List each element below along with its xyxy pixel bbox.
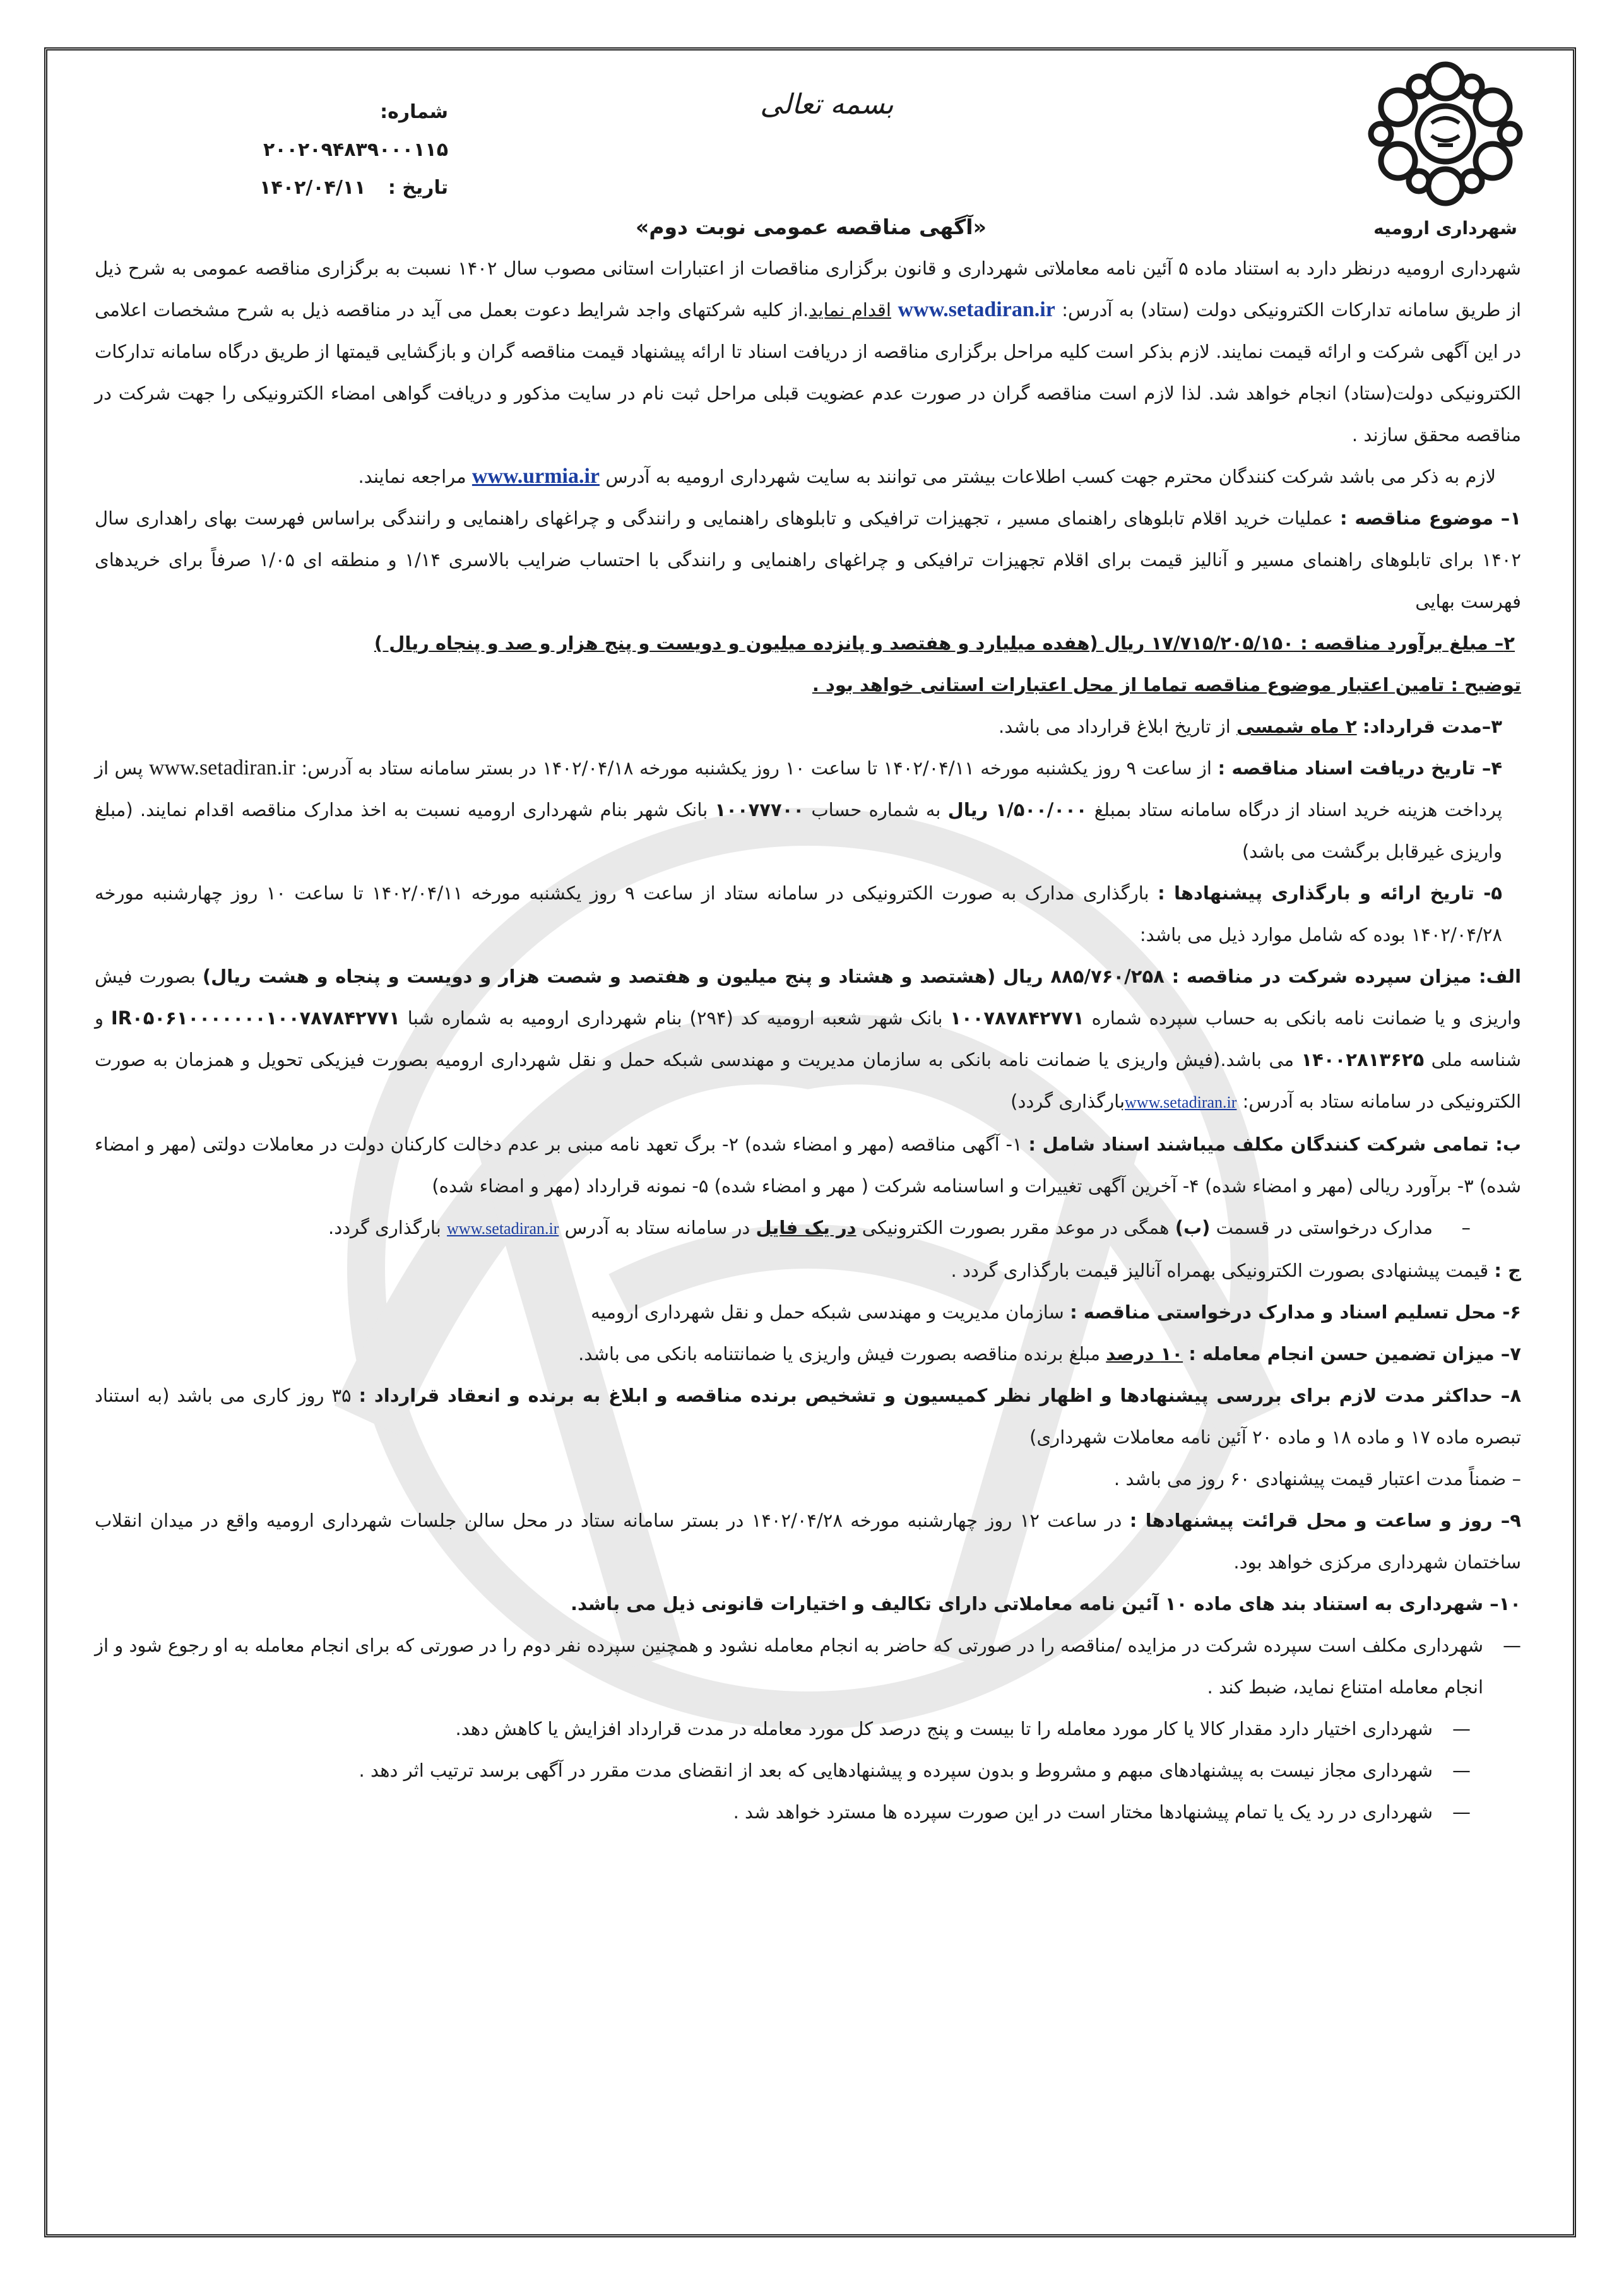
be-text: ۱- آگهی مناقصه (مهر و امضاء شده) ۲- برگ تعهد نامه مبنی بر عدم دخالت کارکنان دولت در معاملات دولتی (مهر و امضاء شده) ۳- برآورد ریالی (مهر و امضاء شده) ۴- آخرین آگهی تغییرات و اساسنامه شرکت ( مهر و امضاء شده) ۵- نمونه قرارداد (مهر و امضاء شده) — [95, 1134, 1521, 1197]
alef-text-3: و شناسه ملی — [95, 1007, 1521, 1070]
section-10 — [95, 1583, 1521, 1625]
info-paragraph — [95, 456, 1521, 497]
section-9-label: ۹– روز و ساعت و محل قرائت پیشنهادها : — [1129, 1510, 1521, 1531]
section-9-text: در ساعت ۱۲ روز چهارشنبه مورخه ۱۴۰۲/۰۴/۲۸ در بستر سامانه ستاد در محل سالن جلسات شهرداری ارومیه واقع در میدان انقلاب ساختمان شهرداری مرکزی خواهد بود. — [95, 1510, 1521, 1573]
jim-label: ج : — [1494, 1260, 1521, 1281]
section-5-alef — [95, 956, 1521, 1123]
guarantee-percent: ۱۰ درصد — [1106, 1343, 1183, 1365]
date-label: تاریخ : — [388, 177, 448, 199]
urmia-link[interactable]: www.urmia.ir — [471, 465, 600, 488]
national-id: ۱۴۰۰۲۸۱۳۶۲۵ — [1301, 1049, 1425, 1070]
number-row — [183, 93, 448, 169]
section-5 — [95, 872, 1521, 956]
dash-marker: — — [1452, 1718, 1471, 1739]
be-sub-b: (ب) — [1175, 1217, 1211, 1238]
single-file-note: در یک فایل — [756, 1217, 856, 1238]
section-3 — [95, 706, 1521, 747]
deposit-amount: الف: میزان سپرده شرکت در مناقصه : ۸۸۵/۷۶۰/۲۵۸ ریال (هشتصد و هشتاد و پنج میلیون و هفتصد و شصت هزار و دویست و پنجاه و هشت ریال) — [202, 966, 1522, 987]
number-label: شماره: — [380, 101, 448, 123]
alef-text-2: بانک شهر شعبه ارومیه کد (۲۹۴) بنام شهرداری ارومیه به شماره شبا — [407, 1007, 943, 1029]
section-4-text-2: پس از پرداخت هزینه خرید اسناد از درگاه سامانه ستاد بمبلغ — [95, 757, 1503, 820]
section-4-text-4: بانک شهر بنام شهرداری ارومیه نسبت به اخذ مدارک مناقصه اقدام نمایند. (مبلغ واریزی غیرقابل برگشت می باشد) — [95, 799, 1502, 862]
reference-box — [183, 93, 448, 207]
org-name: شهرداری ارومیه — [1373, 218, 1517, 239]
intro-text-2: اقدام نماید — [809, 299, 891, 321]
sheba-number: IR۰۵۰۶۱۰۰۰۰۰۰۰۱۰۰۷۸۷۸۴۲۷۷۱ — [110, 1007, 400, 1029]
section-1 — [95, 497, 1521, 622]
section-1-label: ۱– موضوع مناقصه : — [1339, 507, 1522, 529]
section-4-text-3: به شماره حساب — [811, 799, 941, 820]
number-value: ۲۰۰۲۰۹۴۸۳۹۰۰۰۱۱۵ — [263, 139, 448, 161]
section-7 — [95, 1333, 1521, 1375]
alef-text-5: بارگذاری گردد) — [1011, 1091, 1125, 1112]
section-8-text: ۳۵ روز کاری می باشد (به استناد تبصره ماده ۱۷ و ماده ۱۸ و ماده ۲۰ آئین نامه معاملات شهرداری) — [95, 1385, 1521, 1448]
list-item — [95, 1750, 1521, 1791]
be-label: ب: تمامی شرکت کنندگان مکلف میباشند اسناد شامل : — [1028, 1134, 1521, 1155]
validity-note: – ضمناً مدت اعتبار قیمت پیشنهادی ۶۰ روز می باشد . — [1113, 1468, 1521, 1489]
intro-text-3: .از کلیه شرکتهای واجد شرایط دعوت بعمل می آید در مناقصه ذیل به شرح مشخصات اعلامی در این آگهی شرکت و ارائه قیمت نمایند. لازم بذکر است کلیه مراحل برگزاری مناقصه از دریافت اسناد تا ارائه پیشنهاد قیمت مناقصه گران و بازگشایی قیمتها از طریق درگاه سامانه تدارکات الکترونیکی دولت(ستاد) انجام خواهد شد. لذا لازم است مناقصه گران در صورت عدم عضویت قبلی مراحل ثبت نام در سایت مذکور و دریافت گواهی امضاء الکترونیکی را جهت شرکت در مناقصه محقق سازند . — [95, 299, 1521, 446]
section-6-text: سازمان مدیریت و مهندسی شبکه حمل و نقل شهرداری ارومیه — [591, 1301, 1064, 1323]
section-10-label: ۱۰– شهرداری به استناد بند های ماده ۱۰ آئین نامه معاملاتی دارای تکالیف و اختیارات قانونی ذیل می باشد. — [571, 1593, 1521, 1614]
setadiran-link[interactable]: www.setadiran.ir — [898, 298, 1055, 321]
section-3-text: از تاریخ ابلاغ قرارداد می باشد. — [999, 716, 1231, 737]
page-title: «آگهی مناقصه عمومی نوبت دوم» — [636, 215, 987, 239]
list-item — [95, 1625, 1521, 1708]
section-8-label: ۸– حداکثر مدت لازم برای بررسی پیشنهادها و اظهار نظر کمیسیون و تشخیص برنده مناقصه و ابلاغ به برنده و انعقاد قرارداد : — [359, 1385, 1522, 1406]
contract-duration: ۲ ماه شمسی — [1236, 716, 1357, 737]
deposit-account: ۱۰۰۷۸۷۸۴۲۷۷۱ — [950, 1007, 1084, 1029]
setadiran-link-4[interactable]: www.setadiran.ir — [447, 1219, 559, 1238]
section-6 — [95, 1291, 1521, 1333]
date-row — [183, 169, 448, 207]
section-5-be — [95, 1123, 1521, 1207]
funding-note: توضیح : تامین اعتبار موضوع مناقصه تماما از محل اعتبارات استانی خواهد بود . — [812, 674, 1521, 696]
dash-marker: — — [1452, 1760, 1471, 1781]
municipality-logo-icon — [1363, 60, 1527, 208]
section-5-jim — [95, 1250, 1521, 1291]
info-text-1: لازم به ذکر می باشد شرکت کنندگان محترم جهت کسب اطلاعات بیشتر می توانند به سایت شهرداری ارومیه به آدرس — [605, 466, 1496, 487]
section-8 — [95, 1375, 1521, 1458]
section-7-text: مبلغ برنده مناقصه بصورت فیش واریزی یا ضمانتنامه بانکی می باشد. — [578, 1343, 1100, 1365]
besmellah: بسمه تعالی — [760, 88, 894, 121]
alef-text-4: می باشد.(فیش واریزی یا ضمانت نامه بانکی به سازمان مدیریت و مهندسی شبکه حمل و نقل شهرداری ارومیه بصورت فیزیکی تحویل و همزمان به صورت الکترونیکی در سامانه ستاد به آدرس: — [95, 1049, 1521, 1112]
setadiran-link-3[interactable]: www.setadiran.ir — [1125, 1093, 1237, 1111]
setadiran-link-2[interactable]: www.setadiran.ir — [149, 756, 295, 779]
section-2-note — [95, 664, 1521, 706]
section-6-label: ۶- محل تسلیم اسناد و مدارک درخواستی مناقصه : — [1070, 1301, 1521, 1323]
section-2-estimate: ۲– مبلغ برآورد مناقصه : ۱۷/۷۱۵/۲۰۵/۱۵۰ ریال (هفده میلیارد و هفتصد و پانزده میلیون و دویست و پنج هزار و صد و پنجاه ریال ) — [374, 632, 1515, 654]
be-sub-text-3: در سامانه ستاد به آدرس — [564, 1217, 750, 1238]
section-5-text: بارگذاری مدارک به صورت الکترونیکی در سامانه ستاد از ساعت ۹ روز یکشنبه مورخه ۱۴۰۲/۰۴/۱۱ تا ساعت ۱۰ روز چهارشنبه مورخه ۱۴۰۲/۰۴/۲۸ بوده که شامل موارد ذیل می باشد: — [95, 882, 1502, 945]
jim-text: قیمت پیشنهادی بصورت الکترونیکی بهمراه آنالیز قیمت بارگذاری گردد . — [951, 1260, 1489, 1281]
intro-paragraph — [95, 247, 1521, 456]
intro-text-1: شهرداری ارومیه درنظر دارد به استناد ماده ۵ آئین نامه معاملاتی شهرداری و قانون برگزاری مناقصات از اعتبارات استانی مصوب سال ۱۴۰۲ نسبت به برگزاری مناقصه عمومی به شرح ذیل از طریق سامانه تدارکات الکترونیکی دولت (ستاد) به آدرس: — [95, 258, 1522, 321]
section-5-label: ۵- تاریخ ارائه و بارگذاری پیشنهادها : — [1158, 882, 1502, 904]
info-text-2: مراجعه نمایند. — [358, 466, 466, 487]
dash-marker: — — [1503, 1635, 1521, 1656]
section-3-label: ۳–مدت قرارداد: — [1362, 716, 1502, 737]
obligation-1: شهرداری مکلف است سپرده شرکت در مزایده /مناقصه را در صورتی که حاضر به انجام معامله نشود و همچنین سپرده نفر دوم را در صورتی که برای انجام معامله به او رجوع شود و از انجام معامله امتناع نماید، ضبط کند . — [95, 1635, 1483, 1698]
document-fee: ۱/۵۰۰/۰۰۰ ریال — [947, 799, 1088, 820]
section-7-label: ۷– میزان تضمین حسن انجام معامله : — [1188, 1343, 1521, 1365]
obligation-3: شهرداری مجاز نیست به پیشنهادهای مبهم و مشروط و بدون سپرده و پیشنهادهایی که بعد از انقضای مدت مقرر در آگهی برسد ترتیب اثر دهد . — [359, 1760, 1433, 1781]
obligation-4: شهرداری در رد یک یا تمام پیشنهادها مختار است در این صورت سپرده ها مسترد خواهد شد . — [733, 1801, 1433, 1823]
document-body — [95, 247, 1521, 1833]
date-value: ۱۴۰۲/۰۴/۱۱ — [259, 177, 366, 199]
dash-marker: — — [1452, 1801, 1471, 1823]
section-4-label: ۴– تاریخ دریافت اسناد مناقصه : — [1218, 757, 1503, 779]
section-1-text: عملیات خرید اقلام تابلوهای راهنمای مسیر ، تجهیزات ترافیکی و تابلوهای راهنمایی و رانندگی و چراغهای راهنمایی و رانندگی براساس فهرست بهای راهداری سال ۱۴۰۲ برای تابلوهای راهنمای مسیر و آنالیز قیمت برای اقلام تجهیزات ترافیکی و چراغهای راهنمایی و رانندگی با احتساب ضرایب بالاسری ۱/۱۴ و منطقه ای ۱/۰۵ صرفاً برای خریدهای فهرست بهایی — [95, 507, 1521, 612]
be-sub-text-2: همگی در موعد مقرر بصورت الکترونیکی — [862, 1217, 1170, 1238]
be-sub-text-4: بارگذاری گردد. — [328, 1217, 441, 1238]
list-item — [95, 1791, 1521, 1833]
dash-marker: – — [1461, 1217, 1471, 1238]
section-4 — [95, 747, 1521, 872]
section-9 — [95, 1500, 1521, 1583]
section-4-text-1: از ساعت ۹ روز یکشنبه مورخه ۱۴۰۲/۰۴/۱۱ تا ساعت ۱۰ روز یکشنبه مورخه ۱۴۰۲/۰۴/۱۸ در بستر سامانه ستاد به آدرس: — [301, 757, 1212, 779]
account-number: ۱۰۰۷۷۷۰۰ — [714, 799, 805, 820]
obligation-2: شهرداری اختیار دارد مقدار کالا یا کار مورد معامله را تا بیست و پنج درصد کل مورد معامله در مدت قرارداد افزایش یا کاهش دهد. — [455, 1718, 1433, 1739]
section-2 — [95, 622, 1521, 664]
alef-text-1: بصورت فیش واریزی و یا ضمانت نامه بانکی به حساب سپرده شماره — [95, 966, 1522, 1029]
list-item — [95, 1708, 1521, 1750]
be-sub-text-1: مدارک درخواستی در قسمت — [1216, 1217, 1433, 1238]
be-sub-item — [95, 1207, 1521, 1250]
section-8-note — [95, 1458, 1521, 1500]
